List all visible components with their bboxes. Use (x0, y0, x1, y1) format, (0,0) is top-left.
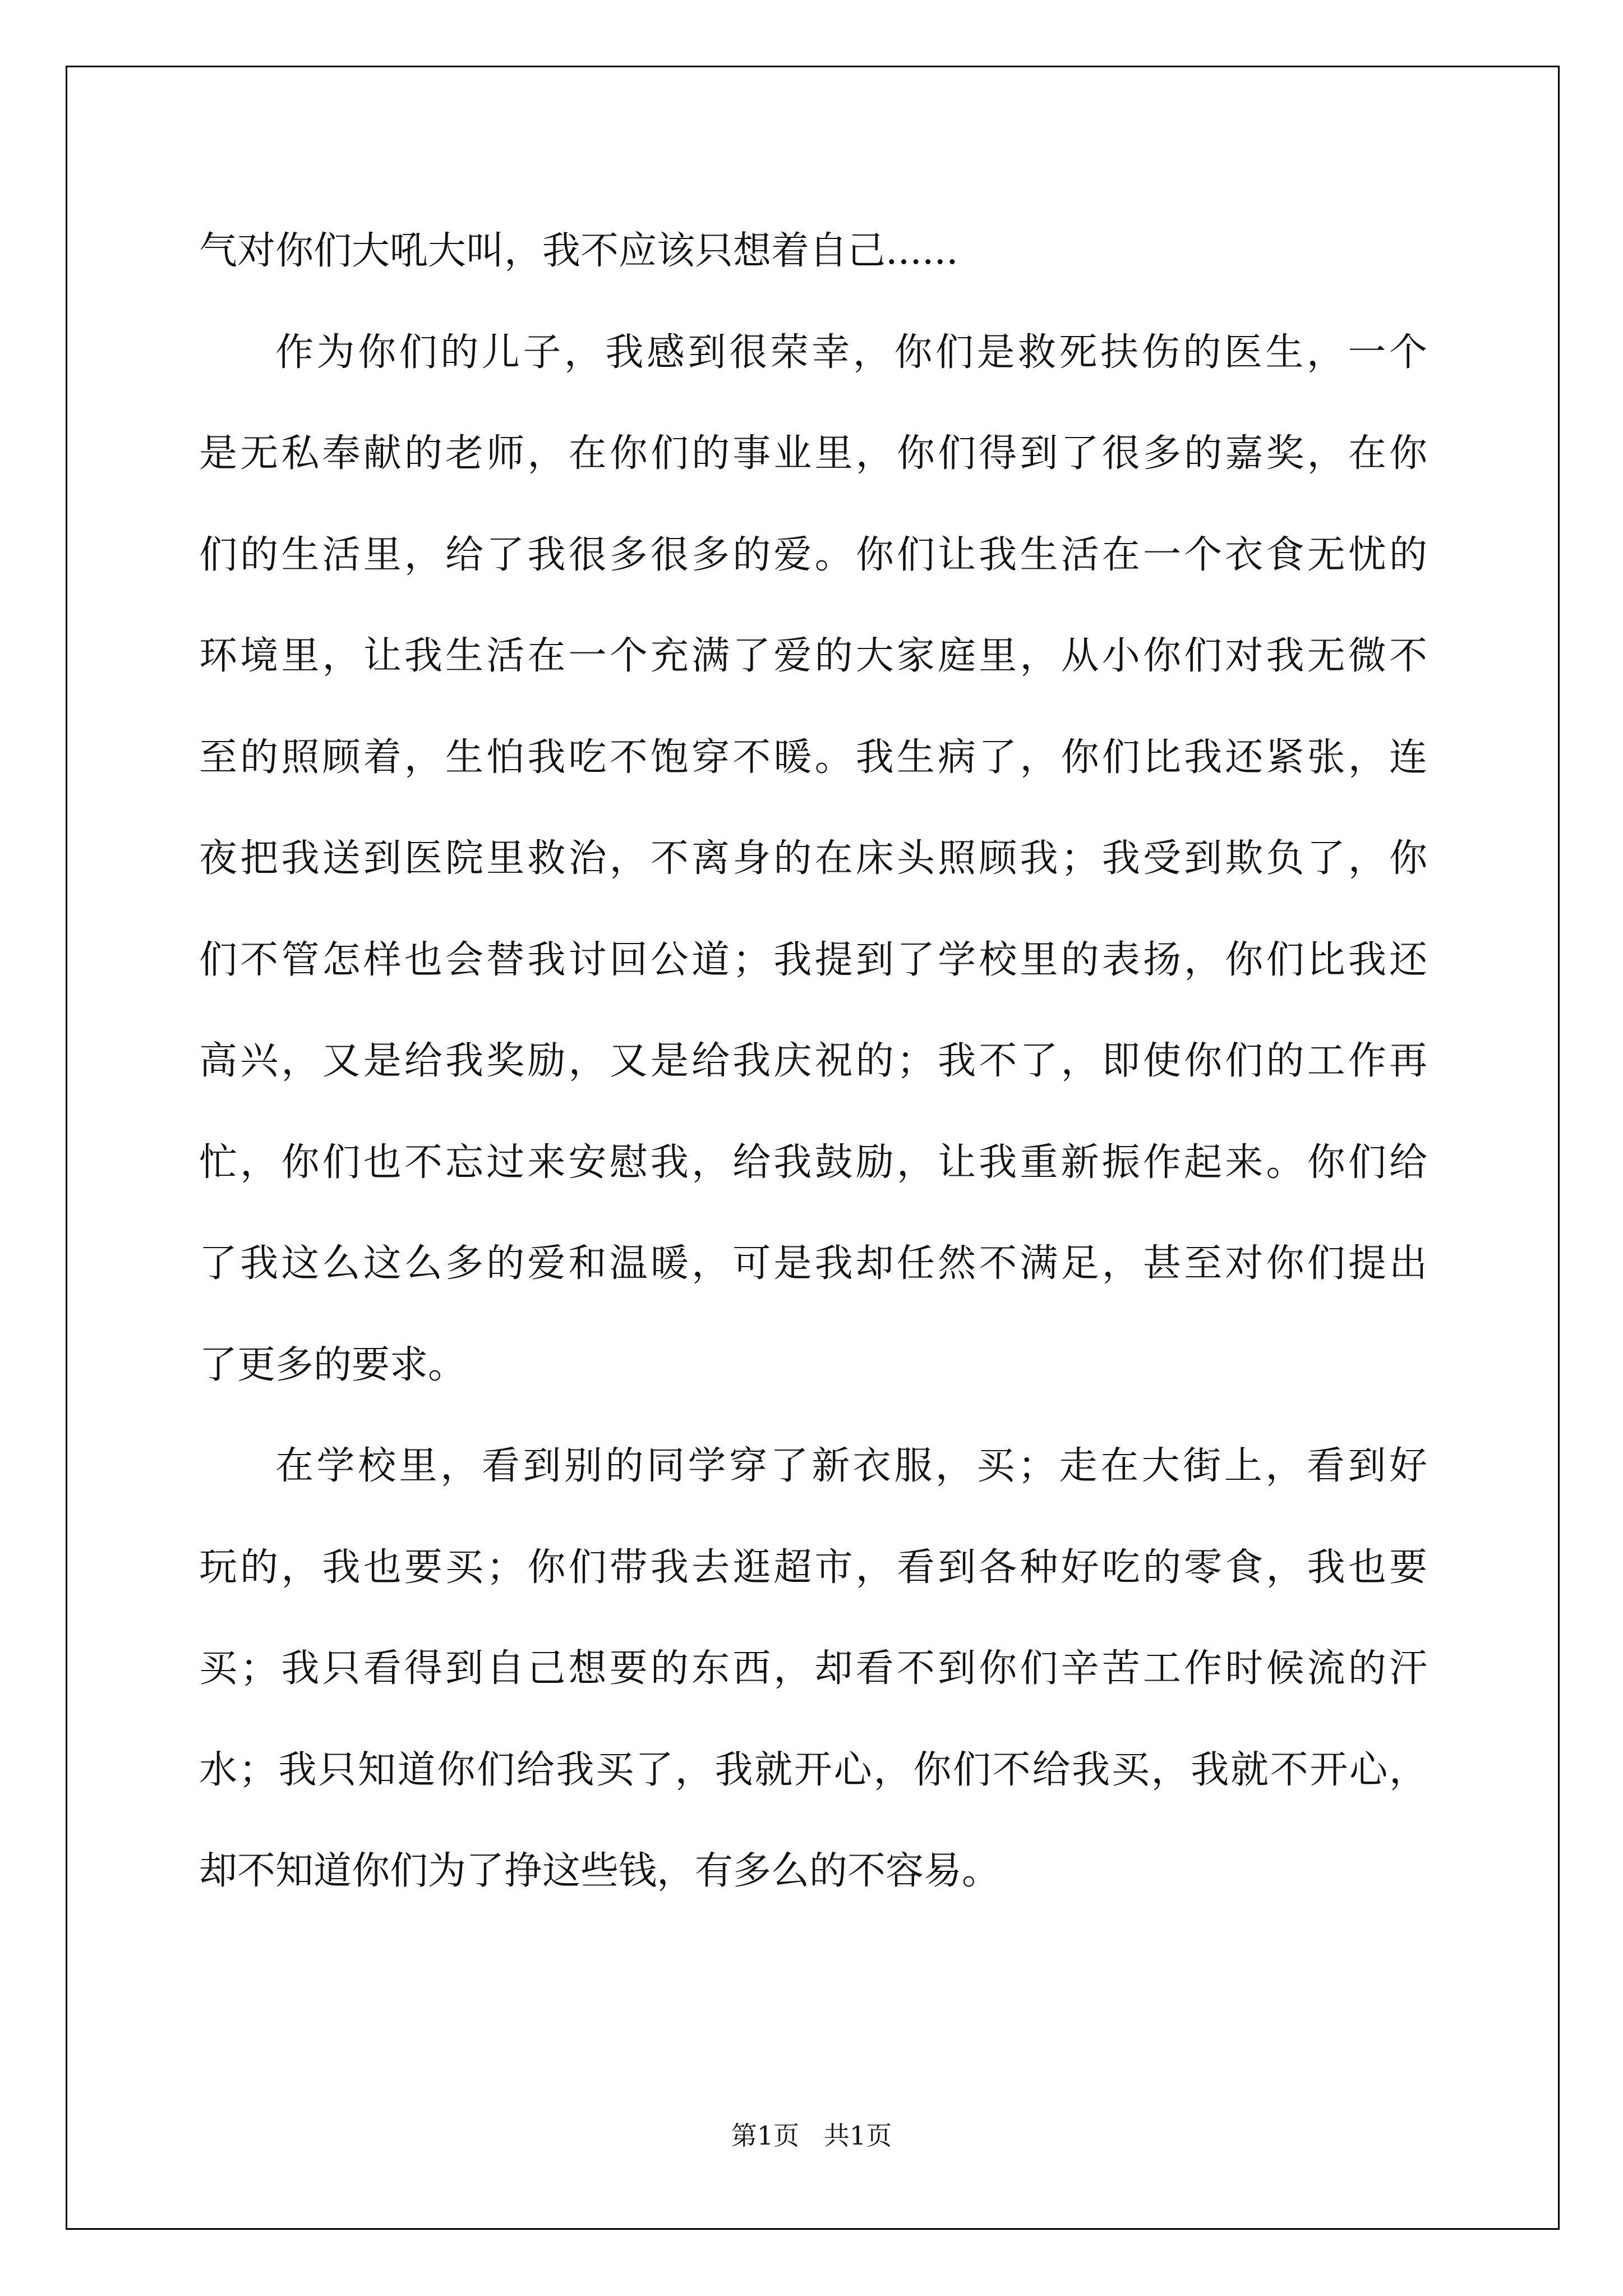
text-line: 忙，你们也不忘过来安慰我，给我鼓励，让我重新振作起来。你们给 (199, 1140, 1427, 1185)
text-line: 气对你们大吼大叫，我不应该只想着自己...... (199, 229, 958, 273)
text-line: 们不管怎样也会替我讨回公道；我提到了学校里的表扬，你们比我还 (199, 937, 1427, 982)
document-body (199, 201, 1427, 1922)
text-line: 了我这么这么多的爱和温暖，可是我却任然不满足，甚至对你们提出 (199, 1241, 1427, 1286)
page-footer: 第1页 共1页 (731, 2120, 892, 2151)
text-line: 在学校里，看到别的同学穿了新衣服，买；走在大街上，看到好 (275, 1444, 1427, 1488)
text-line: 高兴，又是给我奖励，又是给我庆祝的；我不了，即使你们的工作再 (199, 1039, 1427, 1083)
text-line: 作为你们的儿子，我感到很荣幸，你们是救死扶伤的医生，一个 (275, 330, 1427, 375)
text-line: 玩的，我也要买；你们带我去逛超市，看到各种好吃的零食，我也要 (199, 1545, 1427, 1590)
text-line: 环境里，让我生活在一个充满了爱的大家庭里，从小你们对我无微不 (199, 634, 1427, 678)
text-line: 至的照顾着，生怕我吃不饱穿不暖。我生病了，你们比我还紧张，连 (199, 735, 1427, 780)
text-line: 却不知道你们为了挣这些钱，有多么的不容易。 (199, 1849, 1000, 1893)
text-line: 是无私奉献的老师，在你们的事业里，你们得到了很多的嘉奖，在你 (199, 431, 1427, 476)
text-line: 了更多的要求。 (199, 1342, 467, 1387)
text-line: 水；我只知道你们给我买了，我就开心，你们不给我买，我就不开心， (199, 1747, 1427, 1792)
text-line: 们的生活里，给了我很多很多的爱。你们让我生活在一个衣食无忧的 (199, 532, 1427, 577)
text-line: 夜把我送到医院里救治，不离身的在床头照顾我；我受到欺负了，你 (199, 836, 1427, 881)
text-line: 买；我只看得到自己想要的东西，却看不到你们辛苦工作时候流的汗 (199, 1646, 1427, 1691)
